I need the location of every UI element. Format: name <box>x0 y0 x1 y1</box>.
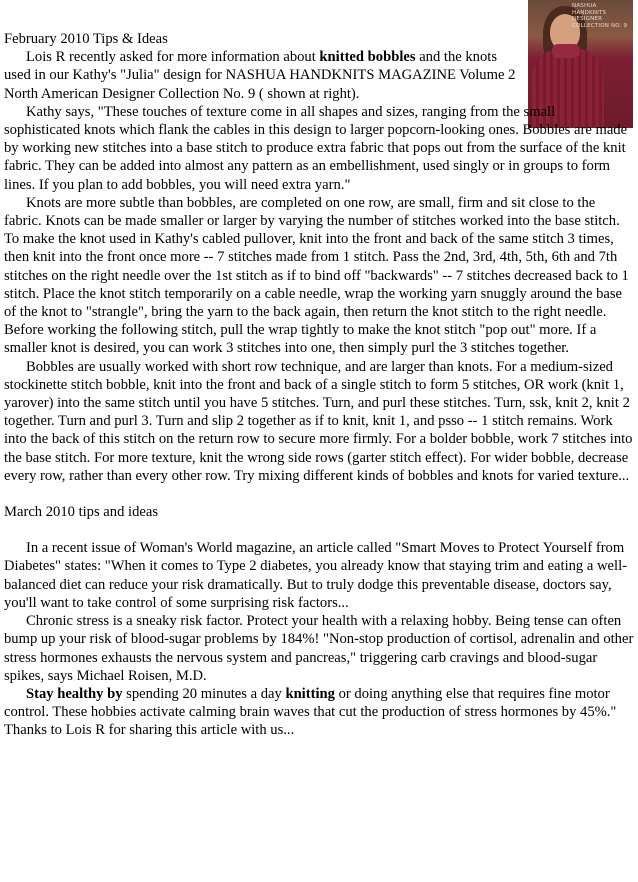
feb-heading: February 2010 Tips & Ideas <box>4 31 168 47</box>
feb-p1-text-cont: and the knots used in our Kathy's "Julia" design for NASHUA HANDKNITS MAGAZINE Volume 2 North American Designer Collection No. 9 ( shown at right). <box>4 49 516 102</box>
cover-masthead: NASHUA HANDKNITS DESIGNER COLLECTION NO. 9 <box>572 3 628 29</box>
mar-paragraph-2: Chronic stress is a sneaky risk factor. Protect your health with a relaxing hobby. Being tense can often bump up your risk of blood-sugar problems by 184%! "Non-stop production of cortisol, adrenalin and other stress hormones exhausts the nervous system and pancreas," triggering carb cravings and blood-sugar spikes, says Michael Roisen, M.D. <box>4 613 634 684</box>
mar-p3-text-cont: or doing anything else that requires fine motor control. These hobbies activate calming brain waves that cut the production of stress hormones by 45%." Thanks to Lois R for sharing this article with us... <box>4 685 617 739</box>
feb-p1-bold: knitted bobbles <box>319 49 416 66</box>
feb-paragraph-4: Bobbles are usually worked with short row technique, and are larger than knots. For a medium-sized stockinette stitch bobble, knit into the front and back of a single stitch to form 5 stitches, OR work (knit 1, yarover) into the same stitch until you have 5 stitches. Turn, and purl these stitches. Turn, ssk, knit 2, knit 2 together. Turn and purl 3. Turn and slip 2 together as if to knit, knit 1, and psso -- 1 stitch remains. Work into the back of this stitch on the return row to secure more firmly. For a bolder bobble, work 7 stitches into the base stitch. For more texture, knit the wrong side rows (garter stitch effect). For wider bobble, decrease every row, rather than every other row. Try mixing different kinds of bobbles and knots for varied texture... <box>4 358 633 484</box>
feb-paragraph-3: Knots are more subtle than bobbles, are completed on one row, are small, firm and sit close to the fabric. Knots can be made smaller or larger by varying the number of stitches worked into the base stitch. To make the knot used in Kathy's cabled pullover, knit into the front and back of the same stitch 3 times, then knit into the front once more -- 7 stitches made from 1 stitch. Pass the 2nd, 3rd, 4th, 5th, 6th and 7th stitches on the right needle over the 1st stitch as if to bind off "backwards" -- 7 stitches decreased back to 1 stitch. Place the knot stitch temporarily on a cable needle, wrap the working yarn snuggly around the base of the knot to "strangle", bring the yarn to the back again, then return the knot stitch to the right needle. Before working the following stitch, pull the wrap tightly to make the knot stitch "pop out" more. If a smaller knot is desired, you can work 3 stitches into one, then simply purl the 3 stitches together. <box>4 194 629 357</box>
mar-p3-bold-1: Stay healthy by <box>26 685 123 702</box>
feb-paragraph-1 <box>4 48 524 103</box>
mar-p3-bold-2: knitting <box>285 685 335 702</box>
mar-paragraph-1: In a recent issue of Woman's World magazine, an article called "Smart Moves to Protect Yourself from Diabetes" states: "When it comes to Type 2 diabetes, you already know that staying trim and eating a well-balanced diet can reduce your risk dramatically. But to truly dodge this preventable disease, doctors say, you'll want to take control of some surprising risk factors... <box>4 540 627 611</box>
feb-paragraph-2: Kathy says, "These touches of texture come in all shapes and sizes, ranging from the small sophisticated knots which flank the cables in this design to larger popcorn-looking ones. Bobbles are made by working new stitches into a base stitch to produce extra fabric that pops out from the surface of the knit fabric. They can be added into almost any pattern as an embellishment, used singly or in groups to form lines. If you plan to add bobbles, you will need extra yarn." <box>4 103 628 193</box>
mar-p3-text: spending 20 minutes a day <box>122 685 286 702</box>
article <box>4 0 634 740</box>
mar-heading: March 2010 tips and ideas <box>4 504 159 521</box>
feb-p1-text: Lois R recently asked for more information about <box>26 49 320 66</box>
mar-paragraph-3 <box>4 685 634 740</box>
